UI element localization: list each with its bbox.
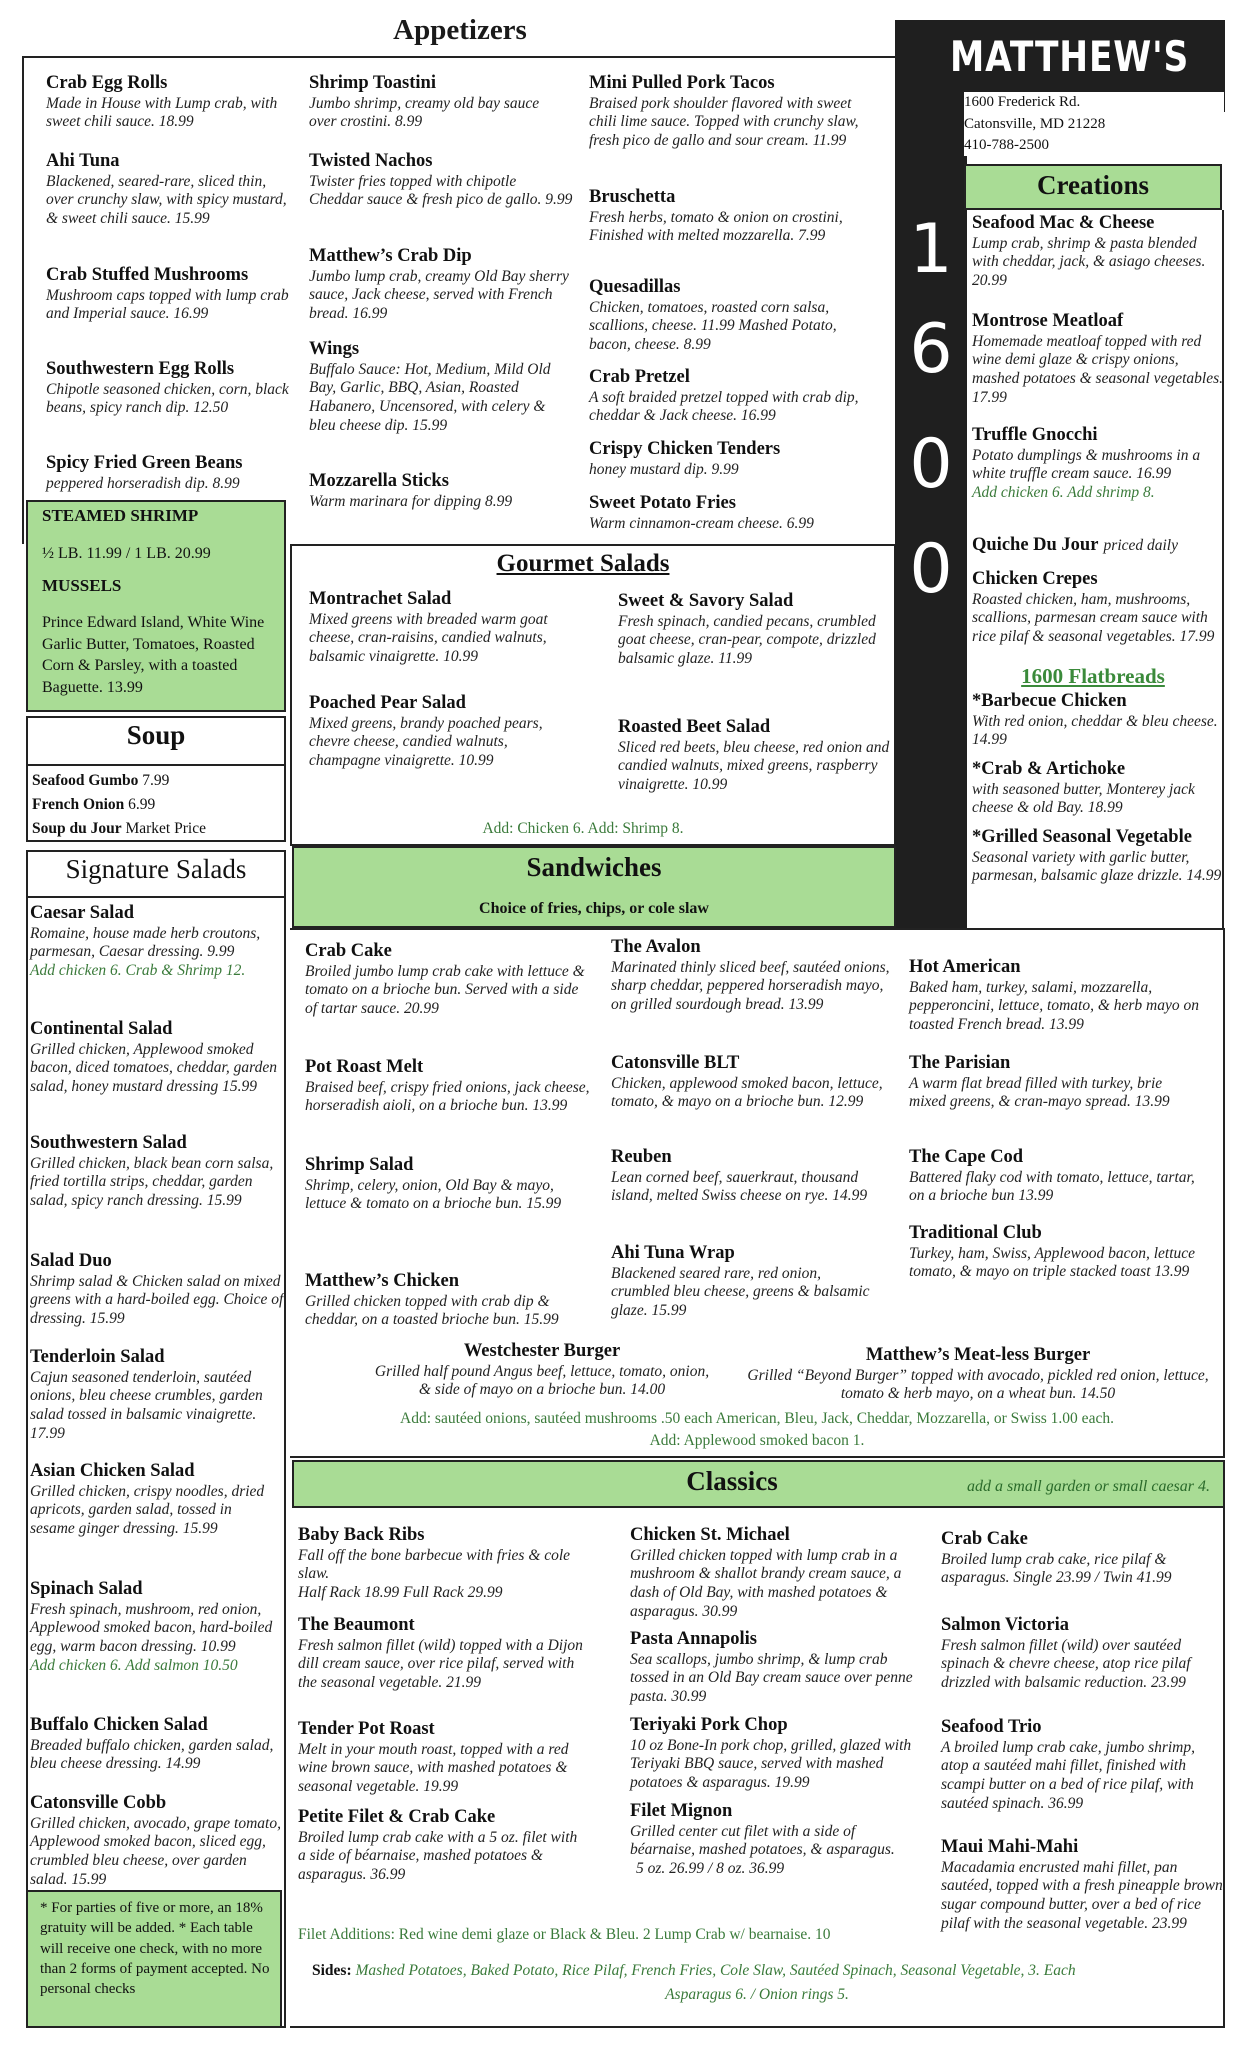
signature-divider (26, 896, 286, 898)
classic-item: Salmon Victoria Fresh salmon fillet (wild) over sautéed spinach & chevre cheese, atop rice pilaf drizzled with balsamic reduction. 23.99 (941, 1615, 1191, 1692)
filet-additions-note: Filet Additions: Red wine demi glaze or Black & Bleu. 2 Lump Crab w/ bearnaise. 10 (298, 1926, 831, 1943)
sandwich-item: The Parisian A warm flat bread filled with turkey, brie mixed greens, & cran-mayo spread. 13.99 (909, 1053, 1170, 1111)
policy-text: * For parties of five or more, an 18% gratuity will be added. * Each table will receive one check, with no more than 2 forms of payment accepted. No personal checks (40, 1900, 270, 1997)
gourmet-salads-heading: Gourmet Salads (496, 550, 670, 577)
appetizer-item: Southwestern Egg Rolls Chipotle seasoned chicken, corn, black beans, spicy ranch dip. 12.50 (46, 359, 289, 417)
soup-item: French Onion 6.99 (32, 796, 156, 813)
creation-item: Montrose Meatloaf Homemade meatloaf topped with red wine demi glaze & crispy onions, mashed potatoes & seasonal vegetables. 17.99 (972, 311, 1223, 407)
signature-salad-item: Salad Duo Shrimp salad & Chicken salad on mixed greens with a hard-boiled egg. Choice of dressing. 15.99 (30, 1251, 284, 1328)
sandwich-item: Catonsville BLT Chicken, applewood smoked bacon, lettuce, tomato, & mayo on a brioche bun. 12.99 (611, 1053, 883, 1111)
creations-heading: Creations (1037, 170, 1149, 200)
classic-item: Teriyaki Pork Chop 10 oz Bone-In pork chop, grilled, glazed with Teriyaki BBQ sauce, served with mashed potatoes & asparagus. 19.99 (630, 1715, 912, 1792)
gourmet-salad-item: Montrachet Salad Mixed greens with breaded warm goat cheese, cran-raisins, candied walnuts, balsamic vinaigrette. 10.99 (309, 589, 548, 666)
creation-item: Quiche Du Jour priced daily (972, 535, 1178, 555)
appetizer-item: Sweet Potato Fries Warm cinnamon-cream cheese. 6.99 (589, 493, 814, 532)
signature-salad-item: Catonsville Cobb Grilled chicken, avocado, grape tomato, Applewood smoked bacon, sliced egg, crumbled bleu cheese, over garden salad. 15.99 (30, 1793, 281, 1889)
signature-salad-item: Southwestern Salad Grilled chicken, black bean corn salsa, fried tortilla strips, cheddar, garden salad, spicy ranch dressing. 15.99 (30, 1133, 274, 1210)
creation-item: Chicken Crepes Roasted chicken, ham, mushrooms, scallions, parmesan cream sauce with rice pilaf & seasonal vegetables. 17.99 (972, 569, 1215, 646)
classic-item: Crab Cake Broiled lump crab cake, rice pilaf & asparagus. Single 23.99 / Twin 41.99 (941, 1529, 1172, 1587)
brand-digit: 0 (909, 425, 953, 504)
brand-digit: 6 (909, 310, 953, 389)
signature-salad-item: Asian Chicken Salad Grilled chicken, crispy noodles, dried apricots, garden salad, tossed in sesame ginger dressing. 15.99 (30, 1461, 265, 1538)
appetizer-item: Matthew’s Crab Dip Jumbo lump crab, creamy Old Bay sherry sauce, Jack cheese, served with French bread. 16.99 (309, 246, 569, 323)
sandwich-item: Reuben Lean corned beef, sauerkraut, thousand island, melted Swiss cheese on rye. 14.99 (611, 1147, 868, 1205)
classic-item: Pasta Annapolis Sea scallops, jumbo shrimp, & lump crab tossed in an Old Bay cream sauce over penne pasta. 30.99 (630, 1629, 913, 1706)
appetizer-item: Mozzarella Sticks Warm marinara for dipping 8.99 (309, 471, 513, 510)
classic-item: Seafood Trio A broiled lump crab cake, jumbo shrimp, atop a sautéed mahi fillet, finished with scampi butter on a bed of rice pilaf, with sautéed spinach. 36.99 (941, 1717, 1196, 1813)
sandwich-item: Traditional Club Turkey, ham, Swiss, Applewood bacon, lettuce tomato, & mayo on triple stacked toast 13.99 (909, 1223, 1196, 1281)
flatbread-item: *Crab & Artichoke with seasoned butter, Monterey jack cheese & old Bay. 18.99 (972, 759, 1195, 817)
appetizer-item: Wings Buffalo Sauce: Hot, Medium, Mild Old Bay, Garlic, BBQ, Asian, Roasted Habanero, Uncensored, with celery & bleu cheese dip. 15.99 (309, 339, 551, 435)
brand-name: MATTHEW'S (950, 32, 1190, 81)
brand-address1: 1600 Frederick Rd. (964, 94, 1081, 110)
classic-item: Filet Mignon Grilled center cut filet with a side of béarnaise, mashed potatoes, & asparagus. 5 oz. 26.99 / 8 oz. 36.99 (630, 1801, 895, 1878)
sandwich-item: The Cape Cod Battered flaky cod with tomato, lettuce, tartar, on a brioche bun 13.99 (909, 1147, 1195, 1205)
appetizers-heading: Appetizers (393, 14, 527, 46)
classic-item: Maui Mahi-Mahi Macadamia encrusted mahi fillet, pan sautéed, topped with a fresh pineapple brown sugar compound butter, over a bed of rice pilaf with the seasonal vegetable. 23.99 (941, 1837, 1223, 1933)
brand-digit: 0 (909, 530, 953, 609)
mussels-desc: Prince Edward Island, White Wine Garlic Butter, Tomatoes, Roasted Corn & Parsley, with a toasted Baguette. 13.99 (42, 614, 265, 696)
flatbreads-heading: 1600 Flatbreads (1021, 664, 1165, 688)
signature-salads-heading: Signature Salads (65, 854, 247, 884)
classic-item: Chicken St. Michael Grilled chicken topped with lump crab in a mushroom & shallot brandy cream sauce, a dash of Old Bay, with mashed potatoes & asparagus. 30.99 (630, 1525, 902, 1621)
gourmet-salad-item: Poached Pear Salad Mixed greens, brandy poached pears, chevre cheese, candied walnuts, champagne vinaigrette. 10.99 (309, 693, 543, 770)
sandwiches-heading: Sandwiches (526, 852, 662, 882)
soup-item: Seafood Gumbo 7.99 (32, 772, 170, 789)
flatbread-item: *Grilled Seasonal Vegetable Seasonal variety with garlic butter, parmesan, balsamic glaze drizzle. 14.99 (972, 827, 1222, 885)
sides-line-2: Asparagus 6. / Onion rings 5. (665, 1986, 849, 2003)
burger-item: Matthew’s Meat-less Burger Grilled “Beyond Burger” topped with avocado, pickled red onion, lettuce, tomato & herb mayo, on a wheat bun. 14.50 (747, 1345, 1209, 1403)
sandwich-item: The Avalon Marinated thinly sliced beef, sautéed onions, sharp cheddar, peppered horseradish mayo, on grilled sourdough bread. 13.99 (611, 937, 890, 1014)
sandwiches-subheading: Choice of fries, chips, or cole slaw (479, 900, 709, 917)
sides-list: Mashed Potatoes, Baked Potato, Rice Pilaf, French Fries, Cole Slaw, Sautéed Spinach, Seasonal Vegetable, 3. Each (355, 1962, 1076, 1979)
signature-salad-item: Spinach Salad Fresh spinach, mushroom, red onion, Applewood smoked bacon, hard-boiled egg, warm bacon dressing. 10.99 Add chicken 6. Add salmon 10.50 (30, 1579, 273, 1675)
signature-salad-item: Caesar Salad Romaine, house made herb croutons, parmesan, Caesar dressing. 9.99 Add chicken 6. Crab & Shrimp 12. (30, 903, 261, 980)
brand-digit: 1 (909, 210, 953, 289)
sides-label: Sides: (312, 1962, 352, 1979)
sandwich-item: Pot Roast Melt Braised beef, crispy fried onions, jack cheese, horseradish aioli, on a brioche bun. 13.99 (305, 1057, 590, 1115)
sandwich-item: Crab Cake Broiled jumbo lump crab cake with lettuce & tomato on a brioche bun. Served with a side of tartar sauce. 20.99 (305, 941, 585, 1018)
appetizer-item: Ahi Tuna Blackened, seared-rare, sliced thin, over crunchy slaw, with spicy mustard, & sweet chili sauce. 15.99 (46, 151, 287, 228)
gourmet-salad-item: Roasted Beet Salad Sliced red beets, bleu cheese, red onion and candied walnuts, mixed greens, raspberry vinaigrette. 10.99 (618, 717, 890, 794)
appetizer-item: Bruschetta Fresh herbs, tomato & onion on crostini, Finished with melted mozzarella. 7.99 (589, 187, 843, 245)
classic-item: The Beaumont Fresh salmon fillet (wild) topped with a Dijon dill cream sauce, over rice pilaf, served with the seasonal vegetable. 21.99 (298, 1615, 583, 1692)
classics-subheading: add a small garden or small caesar 4. (967, 1478, 1210, 1495)
steamed-shrimp-price: ½ LB. 11.99 / 1 LB. 20.99 (42, 545, 211, 562)
signature-salad-item: Tenderloin Salad Cajun seasoned tenderloin, sautéed onions, bleu cheese crumbles, garden salad tossed in balsamic vinaigrette. 17.99 (30, 1347, 263, 1443)
appetizer-item: Shrimp Toastini Jumbo shrimp, creamy old bay sauce over crostini. 8.99 (309, 73, 540, 131)
creation-item: Truffle Gnocchi Potato dumplings & mushrooms in a white truffle cream sauce. 16.99 Add chicken 6. Add shrimp 8. (972, 425, 1201, 502)
burger-item: Westchester Burger Grilled half pound Angus beef, lettuce, tomato, onion, & side of mayo on a brioche bun. 14.00 (374, 1341, 710, 1399)
flatbread-item: *Barbecue Chicken With red onion, cheddar & bleu cheese. 14.99 (972, 691, 1218, 749)
signature-salad-item: Continental Salad Grilled chicken, Applewood smoked bacon, diced tomatoes, cheddar, garden salad, honey mustard dressing 15.99 (30, 1019, 277, 1096)
classic-item: Baby Back Ribs Fall off the bone barbecue with fries & cole slaw. Half Rack 18.99 Full Rack 29.99 (298, 1525, 571, 1602)
gourmet-salad-item: Sweet & Savory Salad Fresh spinach, candied pecans, crumbled goat cheese, cran-pear, compote, drizzled balsamic glaze. 11.99 (618, 591, 876, 668)
gourmet-add-note: Add: Chicken 6. Add: Shrimp 8. (482, 820, 684, 837)
creation-item: Seafood Mac & Cheese Lump crab, shrimp & pasta blended with cheddar, jack, & asiago cheeses. 20.99 (972, 213, 1206, 290)
classics-heading: Classics (686, 1466, 778, 1496)
sandwich-item: Shrimp Salad Shrimp, celery, onion, Old Bay & mayo, lettuce & tomato on a brioche bun. 15.99 (305, 1155, 562, 1213)
steamed-shrimp-title: STEAMED SHRIMP (42, 506, 199, 525)
classic-item: Tender Pot Roast Melt in your mouth roast, topped with a red wine brown sauce, with mashed potatoes & seasonal vegetable. 19.99 (298, 1719, 569, 1796)
appetizer-item: Crab Stuffed Mushrooms Mushroom caps topped with lump crab and Imperial sauce. 16.99 (46, 265, 289, 323)
appetizer-item: Quesadillas Chicken, tomatoes, roasted corn salsa, scallions, cheese. 11.99 Mashed Potato, bacon, cheese. 8.99 (589, 277, 837, 354)
classic-item: Petite Filet & Crab Cake Broiled lump crab cake with a 5 oz. filet with a side of béarnaise, mashed potatoes & asparagus. 36.99 (298, 1807, 578, 1884)
appetizer-item: Crab Egg Rolls Made in House with Lump crab, with sweet chili sauce. 18.99 (46, 73, 278, 131)
signature-salad-item: Buffalo Chicken Salad Breaded buffalo chicken, garden salad, bleu cheese dressing. 14.99 (30, 1715, 274, 1773)
appetizer-item: Twisted Nachos Twister fries topped with chipotle Cheddar sauce & fresh pico de gallo. 9.99 (309, 151, 573, 209)
appetizer-item: Spicy Fried Green Beans peppered horseradish dip. 8.99 (46, 453, 243, 492)
sandwich-item: Hot American Baked ham, turkey, salami, mozzarella, pepperoncini, lettuce, tomato, & herb mayo on toasted French bread. 13.99 (909, 957, 1199, 1034)
sandwich-add-note: Add: Applewood smoked bacon 1. (649, 1432, 865, 1449)
mussels-title: MUSSELS (42, 576, 122, 595)
soup-divider (26, 764, 286, 766)
appetizer-item: Crispy Chicken Tenders honey mustard dip. 9.99 (589, 439, 781, 478)
classics-frame (290, 1508, 1225, 2028)
sandwich-add-note: Add: sautéed onions, sautéed mushrooms .50 each American, Bleu, Jack, Cheddar, Mozzarella, or Swiss 1.00 each. (400, 1410, 1114, 1427)
appetizer-item: Crab Pretzel A soft braided pretzel topped with crab dip, cheddar & Jack cheese. 16.99 (589, 367, 859, 425)
soup-heading: Soup (126, 720, 186, 750)
brand-address2: Catonsville, MD 21228 (964, 116, 1106, 132)
soup-item: Soup du Jour Market Price (32, 820, 206, 837)
sandwich-item: Matthew’s Chicken Grilled chicken topped with crab dip & cheddar, on a toasted brioche bun. 15.99 (305, 1271, 559, 1329)
appetizer-item: Mini Pulled Pork Tacos Braised pork shoulder flavored with sweet chili lime sauce. Topped with crunchy slaw, fresh pico de gallo and sour cream. 11.99 (589, 73, 859, 150)
brand-phone: 410-788-2500 (964, 137, 1049, 153)
sandwich-item: Ahi Tuna Wrap Blackened seared rare, red onion, crumbled bleu cheese, greens & balsamic glaze. 15.99 (611, 1243, 870, 1320)
